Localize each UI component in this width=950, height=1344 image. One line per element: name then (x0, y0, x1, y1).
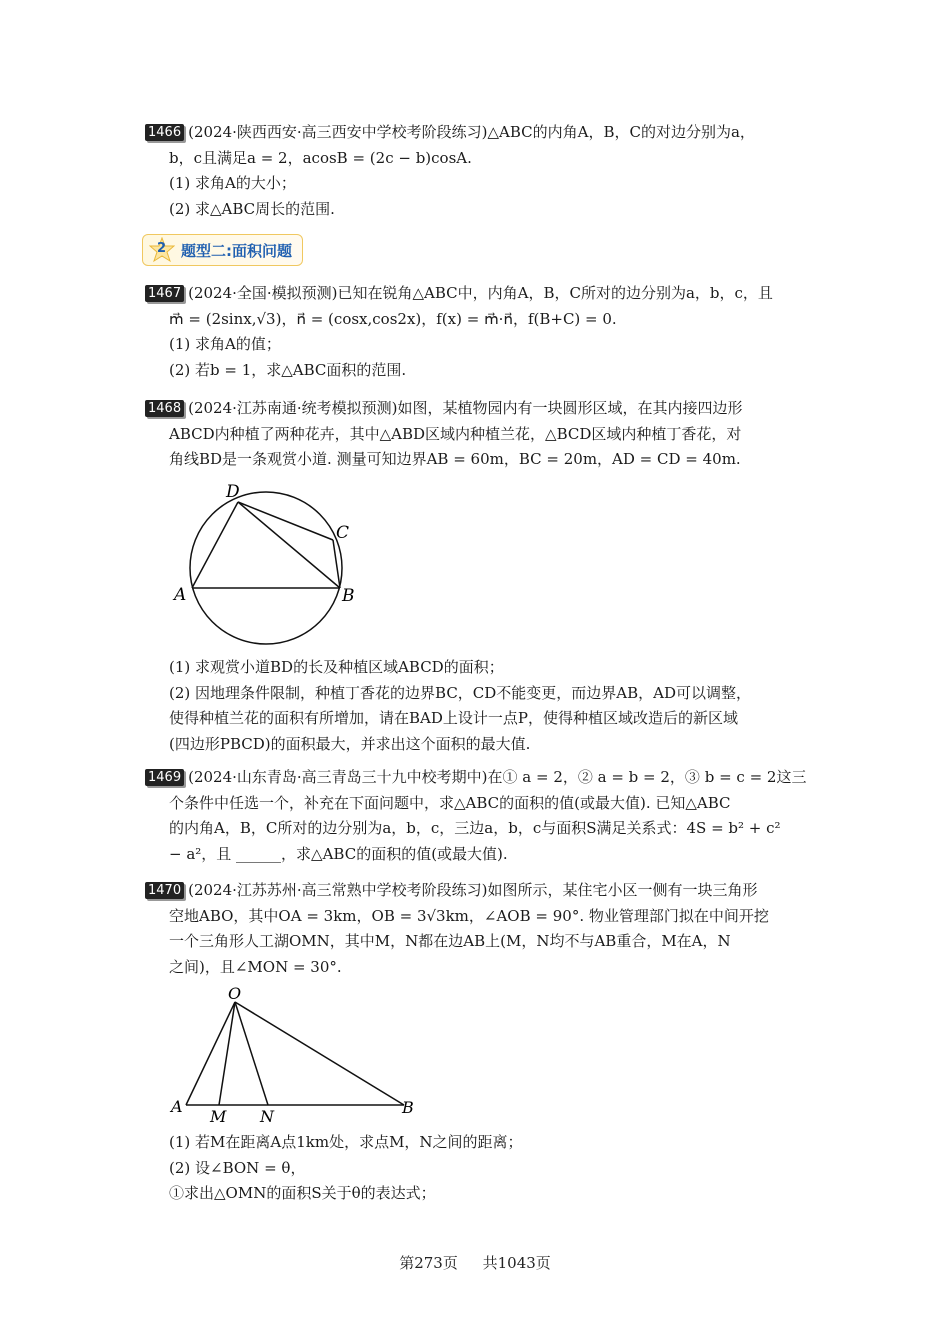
sub-question-1: ①求出△OMN的面积S关于θ的表达式； (169, 1184, 436, 1202)
question-2: (2) 设∠BON = θ， (169, 1158, 306, 1177)
problem-number: 1470 (145, 882, 184, 899)
problem-line: 角线BD是一条观赏小道. 测量可知边界AB = 60m，BC = 20m，AD = CD = 40m. (169, 450, 741, 468)
question-1: (1) 求角A的大小； (169, 174, 296, 192)
problem-line: − a²，且 ______，求△ABC的面积的值(或最大值). (169, 844, 508, 863)
problem-line: 1467 (2024·全国·模拟预测)已知在锐角△ABC中，内角A，B，C所对的边分别为a，b，c，且 (145, 281, 805, 307)
problem-line: 1466 (2024·陕西西安·高三西安中学校考阶段练习)△ABC的内角A，B，C的对边分别为a， (145, 120, 805, 146)
problem-line: 1468 (2024·江苏南通·统考模拟预测)如图，某植物园内有一块圆形区域，在其内接四边形 (145, 396, 805, 422)
problem-number: 1468 (145, 400, 184, 417)
section-badge-number: 2 (157, 241, 167, 256)
question-1: (1) 若M在距离A点1km处，求点M，N之间的距离； (169, 1133, 523, 1151)
problem-1469 (145, 765, 805, 867)
problem-line: b，c且满足a = 2，acosB = (2c − b)cosA. (169, 148, 472, 167)
label-b: B (402, 1098, 414, 1117)
problem-line: ABCD内种植了两种花卉，其中△ABD区域内种植兰花，△BCD区域内种植丁香花，对 (169, 424, 742, 443)
section-title: 题型二:面积问题 (181, 241, 292, 260)
problem-number: 1467 (145, 285, 184, 302)
problem-line: m⃗ = (2sinx,√3)，n⃗ = (cosx,cos2x)，f(x) = m⃗·n⃗，f(B+C) = 0. (169, 309, 617, 328)
triangle-figure (168, 982, 428, 1127)
question-2: (2) 因地理条件限制，种植丁香花的边界BC，CD不能变更，而边界AB，AD可以调整， (169, 683, 752, 702)
problem-number: 1469 (145, 769, 184, 786)
label-b: B (342, 586, 355, 606)
section-header (142, 234, 303, 266)
question-2: (2) 求△ABC周长的范围. (169, 199, 335, 218)
label-d: D (226, 482, 240, 502)
problem-line: 空地ABO，其中OA = 3km，OB = 3√3km，∠AOB = 90°. 物业管理部门拟在中间开挖 (169, 906, 769, 925)
page-total: 共1043页 (482, 1254, 551, 1272)
problem-line: 1469 (2024·山东青岛·高三青岛三十九中校考期中)在① a = 2，② a = b = 2，③ b = c = 2这三 (145, 765, 805, 791)
problem-number: 1466 (145, 124, 184, 141)
problem-line: (四边形PBCD)的面积最大，并求出这个面积的最大值. (169, 734, 531, 753)
problem-1470 (145, 878, 805, 980)
problem-line: 的内角A，B，C所对的边分别为a，b，c，三边a，b，c与面积S满足关系式：4S = b² + c² (169, 819, 781, 837)
label-a: A (174, 585, 187, 605)
problem-line: 使得种植兰花的面积有所增加，请在BAD上设计一点P，使得种植区域改造后的新区域 (169, 709, 738, 727)
label-c: C (336, 523, 350, 543)
problem-line: 个条件中任选一个，补充在下面问题中，求△ABC的面积的值(或最大值). 已知△ABC (169, 793, 731, 812)
question-2: (2) 若b = 1，求△ABC面积的范围. (169, 360, 407, 379)
problem-1468 (145, 396, 805, 473)
star-badge-icon (149, 237, 175, 263)
label-n: N (260, 1107, 274, 1126)
problem-line: 1470 (2024·江苏苏州·高三常熟中学校考阶段练习)如图所示，某住宅小区一侧有一块三角形 (145, 878, 805, 904)
problem-line: 一个三角形人工湖OMN，其中M，N都在边AB上(M，N均不与AB重合，M在A，N (169, 932, 731, 950)
problem-1466 (145, 120, 805, 222)
problem-1467 (145, 281, 805, 383)
circle-quadrilateral-figure (170, 478, 360, 650)
question-1: (1) 求角A的值； (169, 335, 281, 353)
problem-1468-questions (145, 655, 805, 757)
label-m: M (210, 1107, 227, 1126)
problem-line: 之间)，且∠MON = 30°. (169, 957, 342, 976)
page-footer (0, 1252, 950, 1273)
page-number: 第273页 (399, 1254, 458, 1272)
label-o: O (228, 984, 242, 1003)
label-a: A (171, 1097, 183, 1116)
problem-1470-questions (145, 1130, 805, 1207)
question-1: (1) 求观赏小道BD的长及种植区域ABCD的面积； (169, 658, 504, 676)
